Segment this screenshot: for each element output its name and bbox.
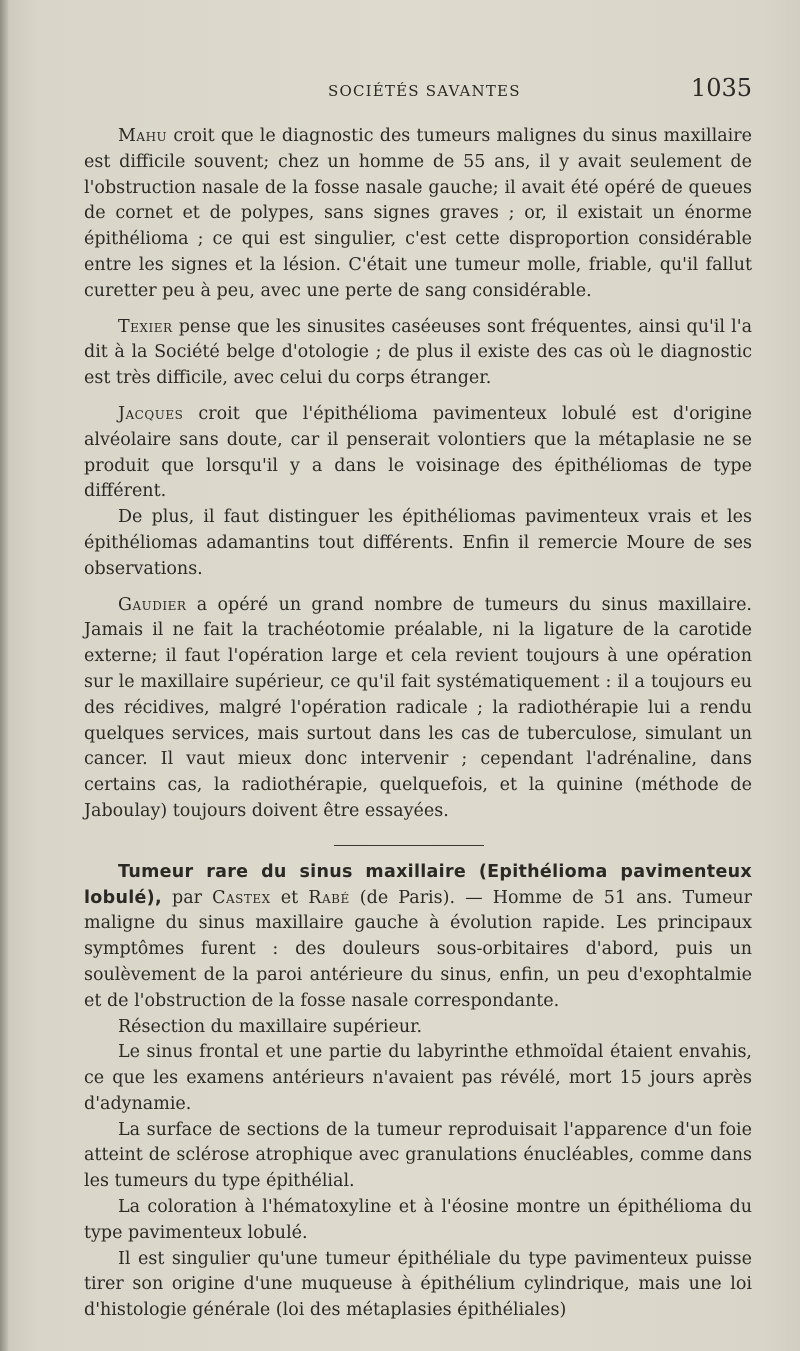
paragraph-mahu bbox=[84, 124, 752, 305]
page-number: 1035 bbox=[690, 74, 752, 102]
article-title: Tumeur rare du sinus maxillaire (Epithélioma pavimenteux lobulé), bbox=[84, 861, 752, 908]
book-spine-shadow bbox=[0, 0, 8, 1351]
article-abstract: (de Paris). — Homme de 51 ans. Tumeur maligne du sinus maxillaire gauche à évolution rapide. Les principaux symptômes furent : des douleurs sous-orbitaires d'abord, puis un soulèvement de la paroi antérieure du sinus, enfin, un peu d'exophtalmie et de l'obstruction de la fosse nasale correspondante. bbox=[84, 887, 753, 1011]
speaker-name: Texier bbox=[118, 316, 173, 337]
paragraph-jacques-continued: De plus, il faut distinguer les épithéliomas pavimenteux vrais et les épithéliomas adamantins tout différents. Enfin il remercie Moure de ses observations. bbox=[84, 507, 752, 579]
speaker-name: Jacques bbox=[118, 403, 184, 424]
article-paragraph: Le sinus frontal et une partie du labyrinthe ethmoïdal étaient envahis, ce que les examens antérieurs n'avaient pas révélé, mort 15 jours après d'adynamie. bbox=[84, 1042, 752, 1114]
running-head: SOCIÉTÉS SAVANTES bbox=[328, 82, 521, 100]
article-intro bbox=[84, 860, 752, 1015]
article-paragraph: La surface de sections de la tumeur reproduisait l'apparence d'un foie atteint de sclérose atrophique avec granulations énucléables, comme dans les tumeurs du type épithélial. bbox=[84, 1119, 752, 1192]
article-and: et bbox=[270, 887, 309, 908]
article-by: par bbox=[161, 887, 213, 908]
paragraph-jacques bbox=[84, 402, 752, 505]
author-rabe: Rabé bbox=[308, 887, 350, 908]
page-body bbox=[84, 124, 752, 1324]
article-paragraph: Résection du maxillaire supérieur. bbox=[118, 1016, 423, 1037]
paragraph-text: croit que le diagnostic des tumeurs malignes du sinus maxillaire est difficile souvent; chez un homme de 55 ans, il y avait seulement de l'obstruction nasale de la fosse nasale gauche; il avait été opéré de queues de cornet et de polypes, sans signes graves ; or, il existait un énorme épithélioma ; ce qui est singulier, c'est cette disproportion considérable entre les signes et la lésion. C'était une tumeur molle, friable, qu'il fallut curetter peu à peu, avec une perte de sang considérable. bbox=[84, 126, 752, 301]
speaker-name: Mahu bbox=[118, 126, 168, 146]
article-paragraph: Il est singulier qu'une tumeur épithéliale du type pavimenteux puisse tirer son origine d'une muqueuse à épithélium cylindrique, mais une loi d'histologie générale (loi des métaplasies épithéliales) bbox=[84, 1248, 752, 1321]
section-divider bbox=[334, 845, 484, 846]
paragraph-text: a opéré un grand nombre de tumeurs du sinus maxillaire. Jamais il ne fait la trachéotomie préalable, ni la ligature de la carotide externe; il faut l'opération large et cela revient toujours à une opération sur le maxillaire supérieur, ce qu'il fait systématiquement : il a toujours eu des récidives, malgré l'opération radicale ; la radiothérapie lui a rendu quelques services, mais surtout dans les cas de tuberculose, simulant un cancer. Il vaut mieux donc intervenir ; cependant l'adrénaline, dans certains cas, la radiothérapie, quelquefois, et la quinine (méthode de Jaboulay) toujours doivent être essayées. bbox=[84, 594, 752, 821]
paragraph-gaudier bbox=[84, 593, 752, 825]
paragraph-texier bbox=[84, 315, 752, 392]
author-castex: Castex bbox=[212, 887, 271, 908]
paragraph-text: pense que les sinusites caséeuses sont fréquentes, ainsi qu'il l'a dit à la Société belge d'otologie ; de plus il existe des cas où le diagnostic est très difficile, avec celui du corps étranger. bbox=[84, 316, 752, 389]
article-paragraph: La coloration à l'hématoxyline et à l'éosine montre un épithélioma du type pavimenteux lobulé. bbox=[84, 1197, 752, 1243]
paragraph-text: croit que l'épithélioma pavimenteux lobulé est d'origine alvéolaire sans doute, car il penserait volontiers que la métaplasie ne se produit que lorsqu'il y a dans le voisinage des épithéliomas de type différent. bbox=[84, 403, 752, 502]
page-header bbox=[88, 74, 752, 108]
speaker-name: Gaudier bbox=[118, 594, 187, 615]
